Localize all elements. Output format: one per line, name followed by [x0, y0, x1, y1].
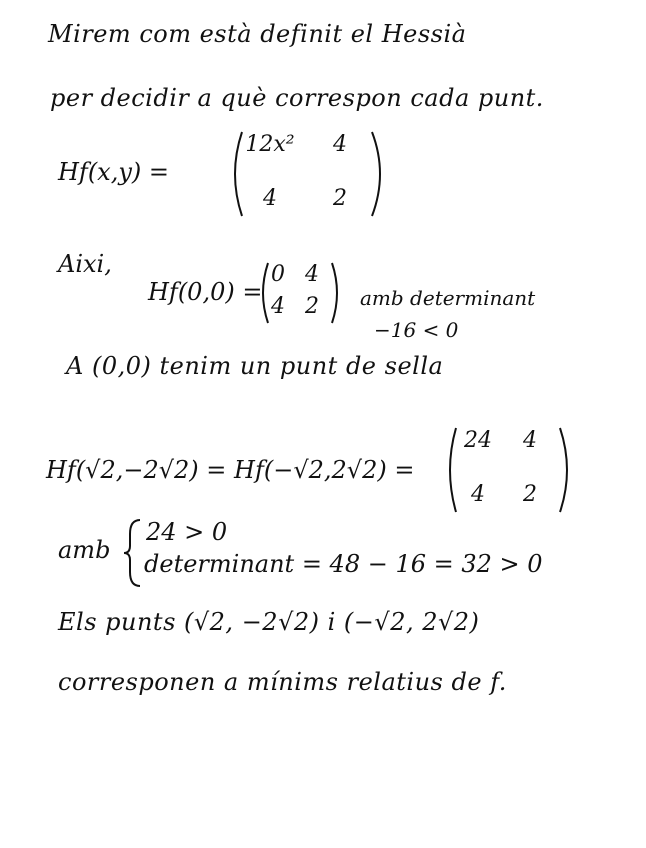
matrix-cell: 4: [333, 132, 347, 157]
text-line-saddle: A (0,0) tenim un punt de sella: [66, 352, 444, 380]
hessian-general-matrix: [228, 128, 388, 220]
matrix-cell: 12x²: [245, 132, 295, 157]
determinant-value: −16 < 0: [374, 318, 459, 342]
hessian-points-matrix: [444, 424, 574, 516]
matrix-cell: 4: [523, 428, 537, 453]
matrix-cell: 2: [333, 186, 347, 211]
amb-determinant-label: amb determinant: [360, 286, 536, 310]
hessian-points-label: Hf(√2,−2√2) = Hf(−√2,2√2) =: [46, 456, 415, 484]
curly-brace: [122, 518, 146, 588]
hessian-origin-matrix: [258, 260, 342, 326]
text-line-conclusion: corresponen a mínims relatius de f.: [58, 668, 507, 696]
matrix-cell: 4: [263, 186, 277, 211]
matrix-cell: 24: [464, 428, 492, 453]
text-line-points: Els punts (√2, −2√2) i (−√2, 2√2): [58, 608, 480, 636]
aixi-label: Aixi,: [58, 250, 112, 278]
matrix-cell: 4: [305, 262, 319, 287]
matrix-cell: 2: [305, 294, 319, 319]
condition-determinant: determinant = 48 − 16 = 32 > 0: [144, 550, 543, 578]
text-line-1: Mirem com està definit el Hessià: [48, 20, 467, 48]
amb-label: amb: [58, 536, 111, 564]
matrix-cell: 2: [523, 482, 537, 507]
text-line-2: per decidir a què correspon cada punt.: [50, 84, 544, 112]
hessian-general-label: Hf(x,y) =: [58, 158, 169, 186]
condition-positive: 24 > 0: [146, 518, 228, 546]
hessian-origin-label: Hf(0,0) =: [148, 278, 263, 306]
matrix-cell: 4: [471, 482, 485, 507]
matrix-cell: 0: [271, 262, 285, 287]
matrix-cell: 4: [271, 294, 285, 319]
